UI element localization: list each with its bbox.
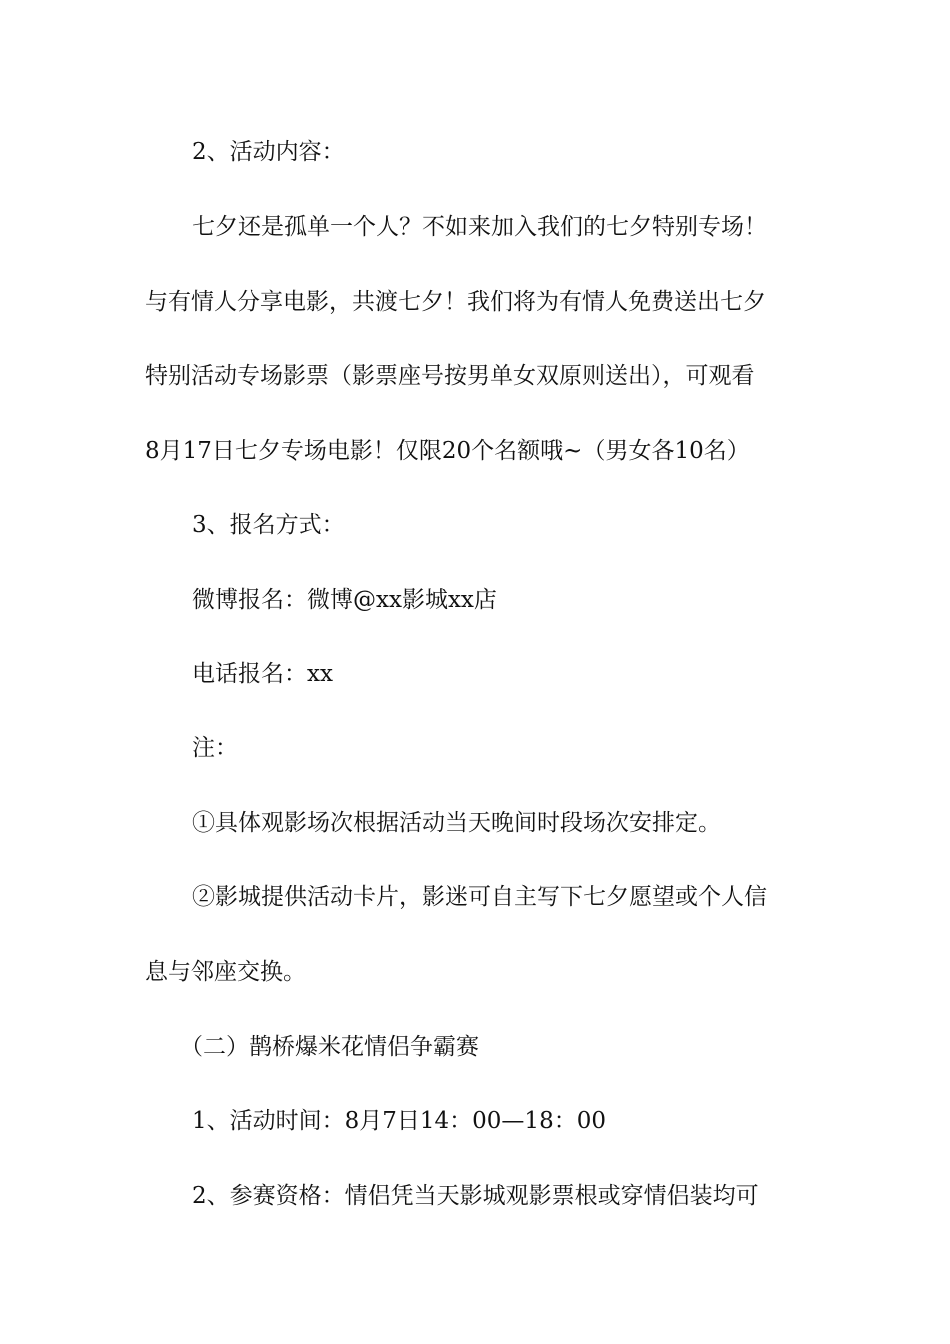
subsection-heading-popcorn-contest: （二）鹊桥爆米花情侣争霸赛 (180, 1034, 479, 1060)
note-item-2-continued: 息与邻座交换。 (145, 959, 306, 985)
weibo-registration-line: 微博报名：微博@xx影城xx店 (192, 587, 497, 613)
eligibility-line: 2、参赛资格：情侣凭当天影城观影票根或穿情侣装均可 (192, 1183, 759, 1209)
note-item-2: ②影城提供活动卡片，影迷可自主写下七夕愿望或个人信 (192, 884, 767, 910)
paragraph-line: 8月17日七夕专场电影！仅限20个名额哦~（男女各10名） (145, 438, 750, 464)
activity-time-line: 1、活动时间：8月7日14：00—18：00 (192, 1108, 606, 1134)
section-heading-registration: 3、报名方式： (192, 512, 345, 538)
paragraph-line: 与有情人分享电影，共渡七夕！我们将为有情人免费送出七夕 (145, 289, 766, 315)
paragraph-line: 七夕还是孤单一个人？不如来加入我们的七夕特别专场！ (192, 214, 767, 240)
note-label: 注： (192, 735, 238, 761)
note-item-1: ①具体观影场次根据活动当天晚间时段场次安排定。 (192, 810, 721, 836)
paragraph-line: 特别活动专场影票（影票座号按男单女双原则送出），可观看 (145, 363, 755, 389)
section-heading-activity-content: 2、活动内容： (192, 139, 345, 165)
phone-registration-line: 电话报名：xx (192, 661, 333, 687)
